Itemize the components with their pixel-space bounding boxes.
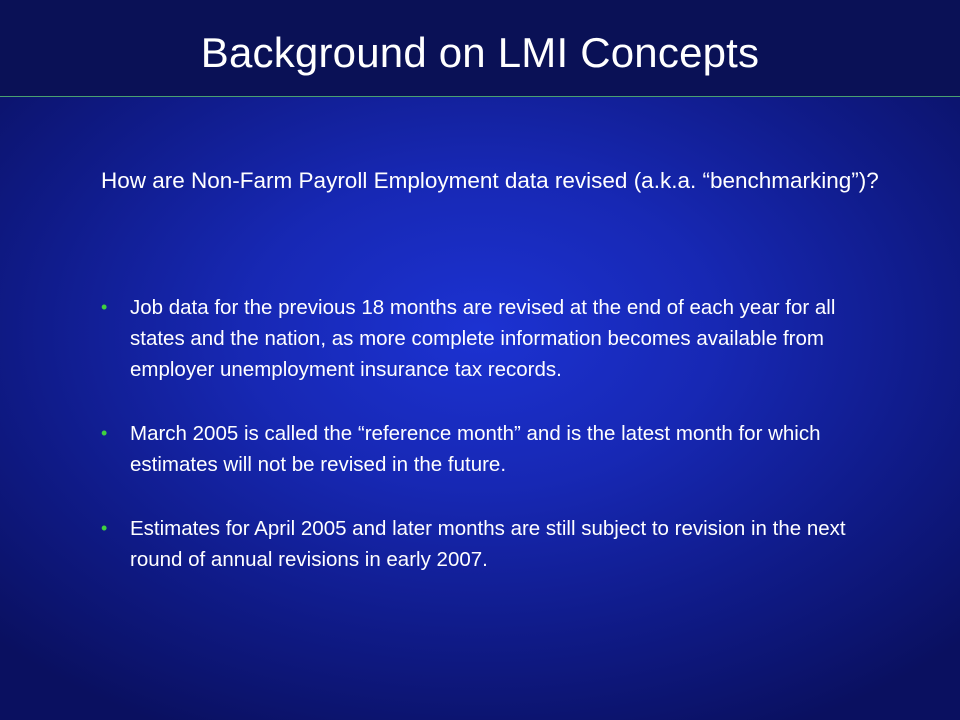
bullet-list <box>101 292 881 608</box>
bullet-dot-icon: • <box>101 518 108 538</box>
slide-title: Background on LMI Concepts <box>200 29 760 76</box>
bullet-text: Job data for the previous 18 months are revised at the end of each year for all states and the nation, as more complete information becomes available from employer unemployment insurance tax records. <box>130 296 836 381</box>
bullet-text: March 2005 is called the “reference month” and is the latest month for which estimates will not be revised in the future. <box>130 422 821 476</box>
question-text: How are Non-Farm Payroll Employment data revised (a.k.a. “benchmarking”)? <box>101 168 879 193</box>
title-bar <box>0 0 960 97</box>
bullet-item <box>101 418 881 480</box>
bullet-text: Estimates for April 2005 and later months are still subject to revision in the next round of annual revisions in early 2007. <box>130 517 846 571</box>
bullet-dot-icon: • <box>101 423 108 443</box>
bullet-item <box>101 292 881 385</box>
bullet-item <box>101 513 881 575</box>
bullet-dot-icon: • <box>101 297 108 317</box>
